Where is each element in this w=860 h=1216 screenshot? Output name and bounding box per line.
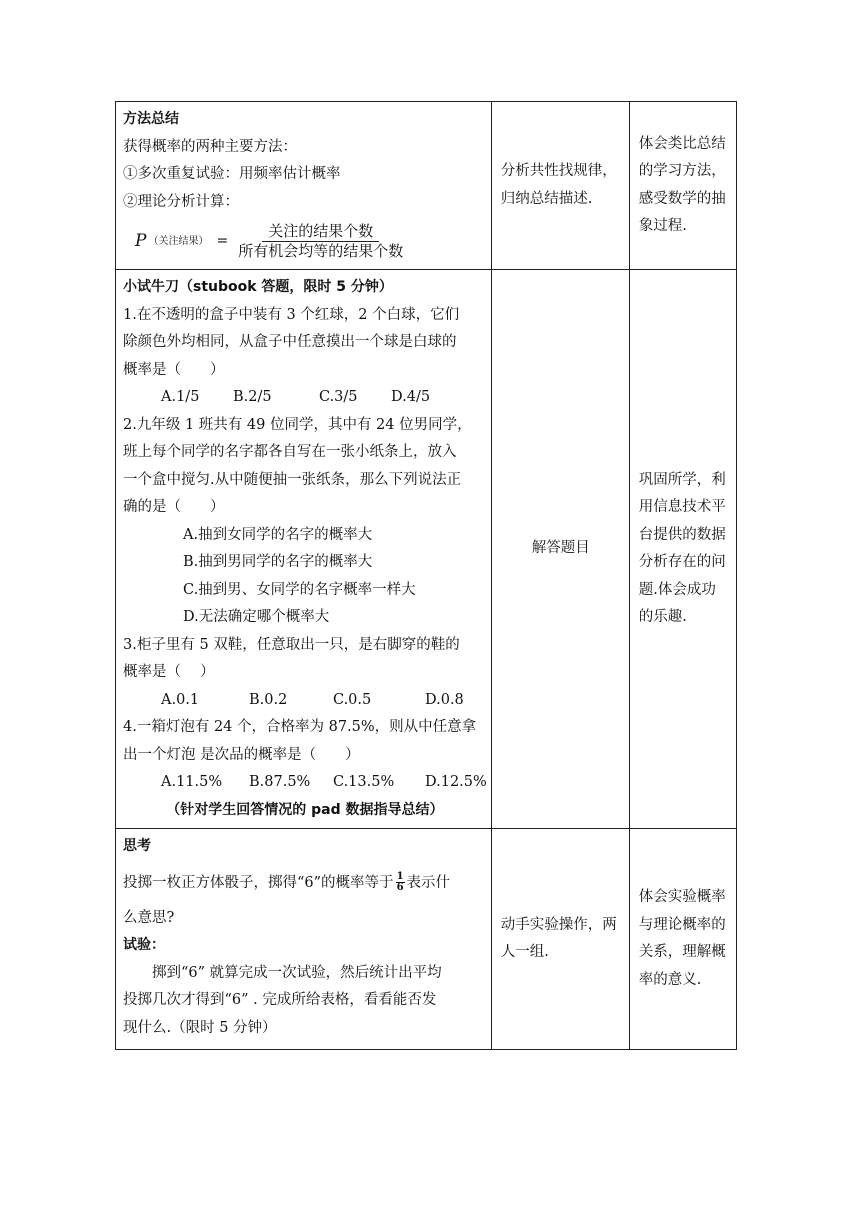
trial-line: 投掷几次才得到“6” . 完成所给表格，看看能否发 (123, 992, 437, 1008)
activity-line: 分析共性找规律， (500, 163, 617, 179)
q2-line: 班上每个同学的名字都各自写在一张小纸条上，放入 (123, 444, 457, 460)
q2-line: 确的是（ ） (123, 499, 225, 515)
q1-line: 除颜色外均相同，从盒子中任意摸出一个球是白球的 (123, 334, 457, 350)
formula-p-symbol: P (135, 230, 147, 251)
q2-option-b: B.抽到男同学的名字的概率大 (183, 554, 373, 570)
intent-line: 感受数学的抽 (638, 190, 726, 207)
q1-option-c: C.3/5 (319, 389, 358, 405)
method-heading: 方法总结 (123, 111, 179, 127)
intent-line: 用信息技术平 (638, 499, 726, 515)
method-line: ①多次重复试验：用频率估计概率 (123, 166, 341, 182)
row-method-summary (116, 102, 737, 270)
trial-heading: 试验： (123, 937, 165, 953)
quiz-heading: 小试牛刀（stubook 答题，限时 5 分钟） (123, 279, 393, 295)
q1-line: 1.在不透明的盒子中装有 3 个红球，2 个白球，它们 (123, 306, 460, 323)
one-sixth-fraction (396, 872, 405, 893)
q2-option-c: C.抽到男、女同学的名字概率一样大 (183, 581, 416, 598)
q4-option-b: B.87.5% (249, 774, 311, 790)
intent-line: 分析存在的问 (638, 554, 726, 570)
activity-line: 归纳总结描述. (500, 190, 593, 207)
method-line: 获得概率的两种主要方法： (123, 138, 297, 155)
q1-option-b: B.2/5 (233, 389, 272, 405)
fraction-denominator: 6 (396, 882, 404, 893)
intent-line: 的学习方法， (638, 163, 726, 179)
method-line: ②理论分析计算： (123, 193, 239, 210)
think-question-tail: 表示什 (406, 874, 451, 891)
q2-line: 2.九年级 1 班共有 49 位同学，其中有 24 位男同学， (123, 416, 472, 433)
q2-line: 一个盒中搅匀.从中随便抽一张纸条，那么下列说法正 (123, 471, 462, 488)
think-question-text: 投掷一枚正方体骰子，掷得“6”的概率等于 (123, 874, 394, 891)
think-content-cell (116, 829, 492, 1050)
intent-line: 与理论概率的 (638, 916, 726, 933)
row-quiz (116, 270, 737, 829)
trial-line: 掷到“6” 就算完成一次试验，然后统计出平均 (152, 964, 442, 981)
intent-line: 体会实验概率 (638, 889, 726, 905)
formula-equals: = (216, 232, 229, 249)
q3-options (123, 687, 487, 715)
think-question-line2: 么意思? (123, 909, 175, 926)
q1-options (123, 384, 487, 412)
probability-formula (135, 222, 487, 261)
q3-option-a: A.0.1 (161, 691, 200, 708)
q2-option-a: A.抽到女同学的名字的概率大 (183, 526, 373, 543)
intent-line: 台提供的数据 (638, 526, 726, 543)
q1-line: 概率是（ ） (123, 361, 225, 378)
think-student-activity-cell (491, 829, 629, 1050)
row-think (116, 829, 737, 1050)
intent-line: 的乐趣. (638, 609, 687, 625)
formula-denominator: 所有机会均等的结果个数 (238, 242, 404, 260)
quiz-activity-text: 解答题目 (531, 540, 590, 557)
q4-option-a: A.11.5% (161, 774, 223, 790)
formula-p-subscript: （关注结果） (148, 235, 209, 247)
q3-option-b: B.0.2 (249, 691, 288, 708)
q4-option-c: C.13.5% (333, 774, 395, 790)
think-design-intent-cell (629, 829, 736, 1050)
method-content-cell (116, 102, 492, 270)
quiz-footer-note: （针对学生回答情况的 pad 数据指导总结） (166, 801, 444, 818)
q1-option-a: A.1/5 (161, 389, 200, 405)
quiz-design-intent-cell (629, 270, 736, 829)
intent-line: 体会类比总结 (638, 135, 726, 152)
q4-line: 4.一箱灯泡有 24 个，合格率为 87.5%，则从中任意拿 (123, 719, 477, 735)
formula-fraction (236, 222, 405, 261)
formula-numerator: 关注的结果个数 (262, 222, 379, 242)
intent-line: 关系，理解概 (638, 944, 726, 960)
intent-line: 象过程. (638, 218, 687, 234)
lesson-plan-table (115, 101, 737, 1050)
q3-option-c: C.0.5 (333, 691, 372, 708)
intent-line: 题.体会成功 (638, 581, 716, 598)
q4-line: 出一个灯泡 是次品的概率是（ ） (123, 746, 360, 763)
q2-option-d: D.无法确定哪个概率大 (183, 609, 330, 625)
method-design-intent-cell (629, 102, 736, 270)
activity-line: 动手实验操作，两 (500, 916, 617, 933)
q3-line: 3.柜子里有 5 双鞋，任意取出一只，是右脚穿的鞋的 (123, 636, 460, 653)
fraction-numerator: 1 (396, 871, 404, 882)
activity-line: 人一组. (500, 944, 549, 960)
q3-option-d: D.0.8 (425, 691, 464, 708)
think-heading: 思考 (123, 838, 151, 854)
method-student-activity-cell (491, 102, 629, 270)
intent-line: 巩固所学，利 (638, 471, 726, 488)
q4-options (123, 769, 487, 797)
intent-line: 率的意义. (638, 971, 702, 988)
q4-option-d: D.12.5% (425, 774, 487, 790)
quiz-student-activity-cell (491, 270, 629, 829)
q3-line: 概率是（ ） (123, 664, 215, 680)
think-question (123, 861, 487, 905)
quiz-content-cell (116, 270, 492, 829)
q1-option-d: D.4/5 (391, 389, 431, 405)
trial-line: 现什么.（限时 5 分钟） (123, 1019, 277, 1036)
